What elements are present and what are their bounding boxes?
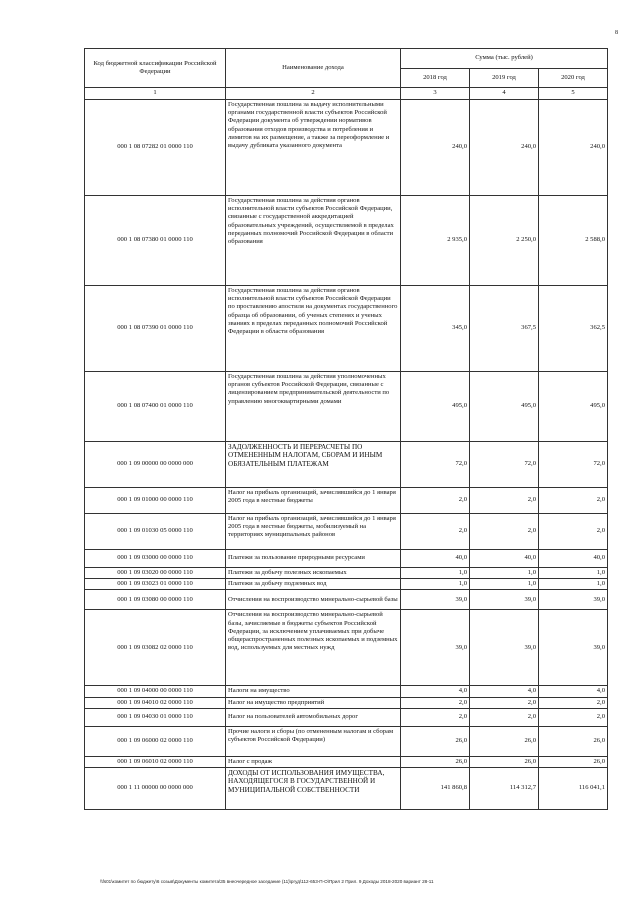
- row-value-2018: 141 860,8: [401, 768, 470, 810]
- row-value-2018: 2 935,0: [401, 196, 470, 286]
- row-name: Налог на пользователей автомобильных дорог: [226, 708, 401, 726]
- header-name: Наименование дохода: [226, 49, 401, 88]
- table-row: [85, 488, 608, 514]
- table-row: [85, 726, 608, 756]
- index-3: 3: [401, 88, 470, 100]
- row-value-2019: 4,0: [470, 686, 539, 697]
- row-code: 000 1 08 07390 01 0000 110: [85, 286, 226, 372]
- row-value-2018: 2,0: [401, 697, 470, 708]
- row-value-2019: 1,0: [470, 579, 539, 590]
- row-value-2018: 39,0: [401, 590, 470, 610]
- row-name: ЗАДОЛЖЕННОСТЬ И ПЕРЕРАСЧЕТЫ ПО ОТМЕНЕННЫМ НАЛОГАМ, СБОРАМ И ИНЫМ ОБЯЗАТЕЛЬНЫМ ПЛАТЕЖАМ: [226, 442, 401, 488]
- row-name: Отчисления на воспроизводство минерально-сырьевой базы, зачисляемые в бюджеты субъектов Российской Федерации, за исключением уплачиваемых при добыче общераспространенных полезных ископаемых и подземных вод, используемых для местных нужд: [226, 610, 401, 686]
- row-value-2019: 40,0: [470, 550, 539, 568]
- table-header-row: [85, 49, 608, 69]
- row-name: Налог с продаж: [226, 756, 401, 767]
- row-code: 000 1 08 07400 01 0000 110: [85, 372, 226, 442]
- row-value-2018: 240,0: [401, 100, 470, 196]
- header-year-2020: 2020 год: [539, 68, 608, 88]
- table-row: [85, 708, 608, 726]
- table-row: [85, 756, 608, 767]
- row-value-2018: 39,0: [401, 610, 470, 686]
- row-value-2020: 26,0: [539, 726, 608, 756]
- row-code: 000 1 09 03020 00 0000 110: [85, 568, 226, 579]
- row-value-2020: 495,0: [539, 372, 608, 442]
- row-name: Платежи за пользование природными ресурсами: [226, 550, 401, 568]
- row-value-2019: 2,0: [470, 697, 539, 708]
- row-value-2020: 116 041,1: [539, 768, 608, 810]
- row-name: Платежи за добычу полезных ископаемых: [226, 568, 401, 579]
- table-row: [85, 442, 608, 488]
- row-name: Государственная пошлина за действия органов исполнительной власти субъектов Российской Федерации, связанные с государственной аккредитацией образовательных учреждений, осуществляемой в пределах переданных полномочий Российской Федерации в области образования: [226, 196, 401, 286]
- table-row: [85, 514, 608, 550]
- table-body: [85, 100, 608, 810]
- table-row: [85, 568, 608, 579]
- table-row: [85, 610, 608, 686]
- row-value-2020: 2,0: [539, 697, 608, 708]
- row-code: 000 1 09 01000 00 0000 110: [85, 488, 226, 514]
- row-name: Отчисления на воспроизводство минерально-сырьевой базы: [226, 590, 401, 610]
- table-row: [85, 686, 608, 697]
- table-row: [85, 768, 608, 810]
- row-code: 000 1 08 07380 01 0000 110: [85, 196, 226, 286]
- row-value-2020: 2,0: [539, 514, 608, 550]
- row-value-2020: 72,0: [539, 442, 608, 488]
- row-value-2018: 26,0: [401, 726, 470, 756]
- row-code: 000 1 11 00000 00 0000 000: [85, 768, 226, 810]
- row-name: Прочие налоги и сборы (по отмененным налогам и сборам субъектов Российской Федерации): [226, 726, 401, 756]
- table-row: [85, 286, 608, 372]
- row-value-2019: 1,0: [470, 568, 539, 579]
- row-value-2020: 40,0: [539, 550, 608, 568]
- row-value-2019: 26,0: [470, 756, 539, 767]
- row-value-2020: 4,0: [539, 686, 608, 697]
- row-value-2020: 39,0: [539, 590, 608, 610]
- revenue-table: [84, 48, 608, 810]
- table-row: [85, 590, 608, 610]
- row-value-2020: 240,0: [539, 100, 608, 196]
- row-name: Налог на прибыль организаций, зачислявшийся до 1 января 2005 года в местные бюджеты, мобилизуемый на территориях муниципальных районов: [226, 514, 401, 550]
- table-row: [85, 550, 608, 568]
- row-value-2019: 495,0: [470, 372, 539, 442]
- row-value-2018: 495,0: [401, 372, 470, 442]
- row-value-2019: 2 250,0: [470, 196, 539, 286]
- row-code: 000 1 09 03000 00 0000 110: [85, 550, 226, 568]
- row-code: 000 1 08 07282 01 0000 110: [85, 100, 226, 196]
- table-row: [85, 579, 608, 590]
- row-code: 000 1 09 03023 01 0000 110: [85, 579, 226, 590]
- row-code: 000 1 09 06000 02 0000 110: [85, 726, 226, 756]
- row-value-2019: 39,0: [470, 590, 539, 610]
- row-code: 000 1 09 01030 05 0000 110: [85, 514, 226, 550]
- row-value-2020: 362,5: [539, 286, 608, 372]
- row-code: 000 1 09 04000 00 0000 110: [85, 686, 226, 697]
- table-row: [85, 196, 608, 286]
- row-value-2019: 367,5: [470, 286, 539, 372]
- index-4: 4: [470, 88, 539, 100]
- row-value-2020: 1,0: [539, 568, 608, 579]
- row-code: 000 1 09 03080 00 0000 110: [85, 590, 226, 610]
- row-value-2019: 72,0: [470, 442, 539, 488]
- row-value-2019: 2,0: [470, 514, 539, 550]
- row-value-2019: 2,0: [470, 708, 539, 726]
- header-year-2018: 2018 год: [401, 68, 470, 88]
- row-value-2018: 72,0: [401, 442, 470, 488]
- file-path-footer: \\fs01\комитет по бюджету\6 созыв\Документы комитета\35 внеочередное заседание (11)\ргуд\112-653-П-О\Прил 2 Прил. 9 Доходы 2018-2020 вариант 28-11: [100, 879, 434, 884]
- row-value-2018: 26,0: [401, 756, 470, 767]
- row-name: Налог на имущество предприятий: [226, 697, 401, 708]
- row-value-2020: 2,0: [539, 708, 608, 726]
- row-name: Налоги на имущество: [226, 686, 401, 697]
- row-value-2020: 39,0: [539, 610, 608, 686]
- row-code: 000 1 09 04030 01 0000 110: [85, 708, 226, 726]
- row-value-2019: 26,0: [470, 726, 539, 756]
- header-code: Код бюджетной классификации Российской Федерации: [85, 49, 226, 88]
- table-row: [85, 372, 608, 442]
- row-value-2020: 2 588,0: [539, 196, 608, 286]
- row-value-2020: 26,0: [539, 756, 608, 767]
- row-value-2018: 2,0: [401, 488, 470, 514]
- row-name: Платежи за добычу подземных вод: [226, 579, 401, 590]
- index-1: 1: [85, 88, 226, 100]
- row-value-2018: 1,0: [401, 568, 470, 579]
- row-value-2019: 240,0: [470, 100, 539, 196]
- row-name: ДОХОДЫ ОТ ИСПОЛЬЗОВАНИЯ ИМУЩЕСТВА, НАХОДЯЩЕГОСЯ В ГОСУДАРСТВЕННОЙ И МУНИЦИПАЛЬНОЙ СОБСТВЕННОСТИ: [226, 768, 401, 810]
- row-value-2018: 345,0: [401, 286, 470, 372]
- row-value-2018: 2,0: [401, 514, 470, 550]
- row-value-2020: 2,0: [539, 488, 608, 514]
- row-value-2018: 4,0: [401, 686, 470, 697]
- row-code: 000 1 09 03082 02 0000 110: [85, 610, 226, 686]
- row-name: Государственная пошлина за действия уполномоченных органов субъектов Российской Федерации, связанные с лицензированием предпринимательской деятельности по управлению многоквартирными домами: [226, 372, 401, 442]
- page-number: 8: [615, 30, 618, 36]
- row-code: 000 1 09 04010 02 0000 110: [85, 697, 226, 708]
- row-value-2020: 1,0: [539, 579, 608, 590]
- row-value-2019: 39,0: [470, 610, 539, 686]
- row-code: 000 1 09 00000 00 0000 000: [85, 442, 226, 488]
- index-2: 2: [226, 88, 401, 100]
- index-5: 5: [539, 88, 608, 100]
- row-name: Государственная пошлина за выдачу исполнительными органами государственной власти субъектов Российской Федерации документа об утверждении нормативов образования отходов производства и потребления и лимитов на их размещение, а также за переоформление и выдачу дубликата указанного документа: [226, 100, 401, 196]
- table-row: [85, 697, 608, 708]
- row-name: Государственная пошлина за действия органов исполнительной власти субъектов Российской Федерации по проставлению апостиля на документах государственного образца об образовании, об ученых степенях и ученых званиях в пределах переданных полномочий Российской Федерации в области образования: [226, 286, 401, 372]
- header-sum: Сумма (тыс. рублей): [401, 49, 608, 69]
- row-name: Налог на прибыль организаций, зачислявшийся до 1 января 2005 года в местные бюджеты: [226, 488, 401, 514]
- row-code: 000 1 09 06010 02 0000 110: [85, 756, 226, 767]
- row-value-2019: 114 312,7: [470, 768, 539, 810]
- row-value-2018: 2,0: [401, 708, 470, 726]
- row-value-2019: 2,0: [470, 488, 539, 514]
- row-value-2018: 1,0: [401, 579, 470, 590]
- table-index-row: [85, 88, 608, 100]
- row-value-2018: 40,0: [401, 550, 470, 568]
- table-row: [85, 100, 608, 196]
- header-year-2019: 2019 год: [470, 68, 539, 88]
